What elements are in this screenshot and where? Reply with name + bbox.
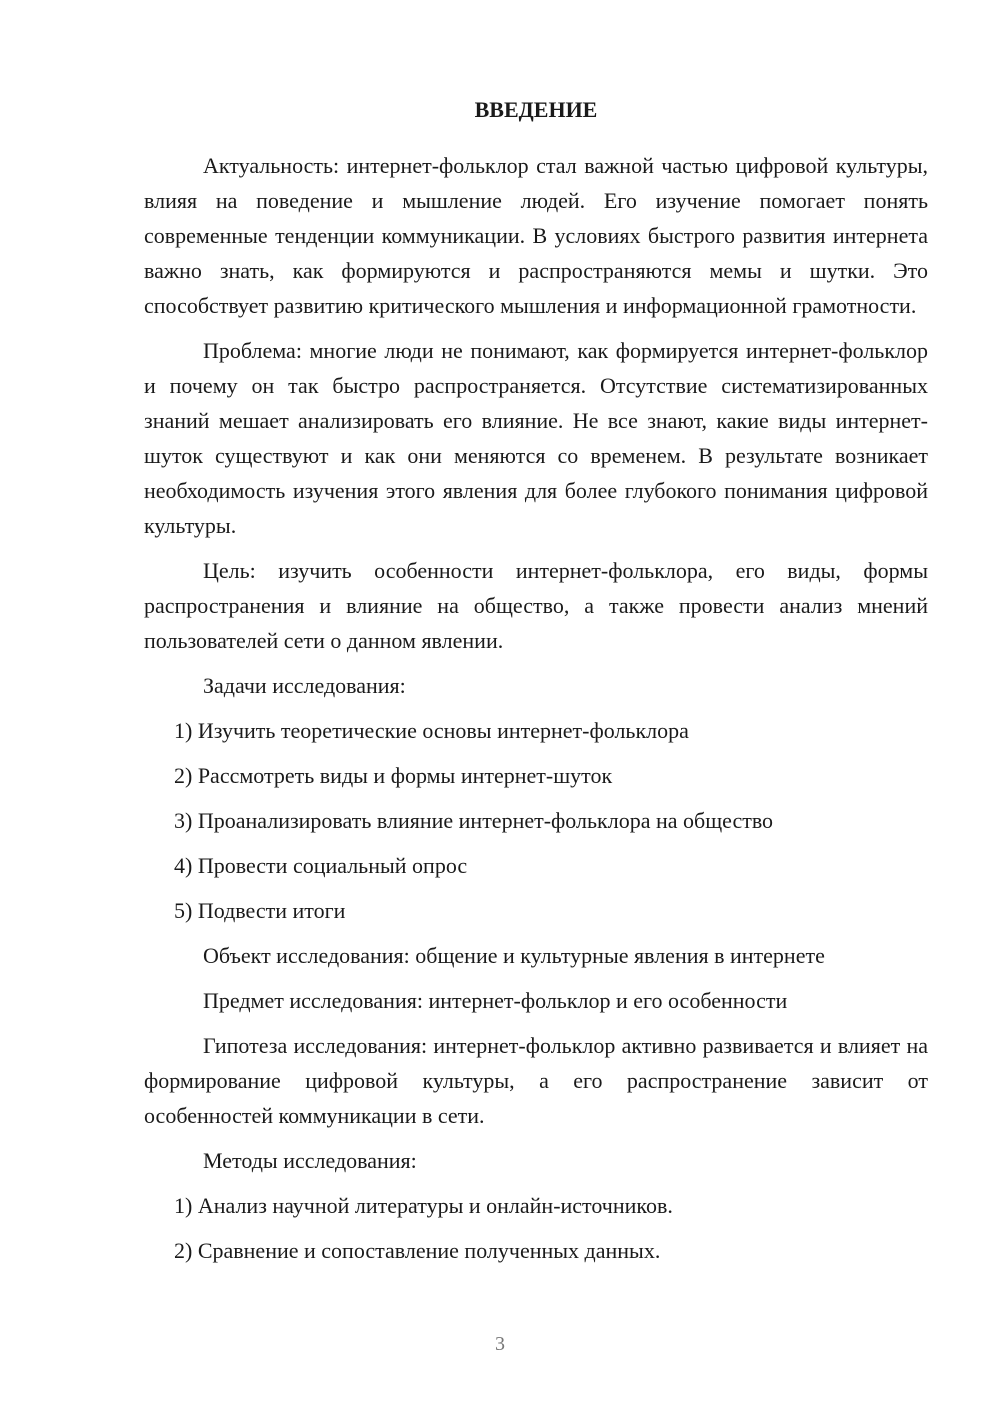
document-page xyxy=(144,92,928,1278)
subject-line: Предмет исследования: интернет-фольклор и его особенности xyxy=(203,988,788,1013)
relevance-paragraph: Актуальность: интернет-фольклор стал важной частью цифровой культуры, влияя на поведение и мышление людей. Его изучение помогает понять современные тенденции коммуникации. В условиях быстрого развития интернета важно знать, как формируются и распространяются мемы и шутки. Это способствует развитию критического мышления и информационной грамотности. xyxy=(144,153,928,318)
list-item: 2) Сравнение и сопоставление полученных данных. xyxy=(174,1238,661,1263)
page-number: 3 xyxy=(495,1333,505,1355)
list-item: 5) Подвести итоги xyxy=(174,898,346,923)
tasks-heading: Задачи исследования: xyxy=(203,673,406,698)
tasks-list xyxy=(144,713,928,928)
problem-paragraph: Проблема: многие люди не понимают, как формируется интернет-фольклор и почему он так быстро распространяется. Отсутствие систематизированных знаний мешает анализировать его влияние. Не все знают, какие виды интернет-шуток существуют и как они меняются со временем. В результате возникает необходимость изучения этого явления для более глубокого понимания цифровой культуры. xyxy=(144,338,928,538)
hypothesis-paragraph: Гипотеза исследования: интернет-фольклор активно развивается и влияет на формирование цифровой культуры, а его распространение зависит от особенностей коммуникации в сети. xyxy=(144,1033,928,1128)
list-item: 2) Рассмотреть виды и формы интернет-шуток xyxy=(174,763,613,788)
goal-paragraph: Цель: изучить особенности интернет-фольклора, его виды, формы распространения и влияние на общество, а также провести анализ мнений пользователей сети о данном явлении. xyxy=(144,558,928,653)
object-line: Объект исследования: общение и культурные явления в интернете xyxy=(203,943,825,968)
list-item: 1) Анализ научной литературы и онлайн-источников. xyxy=(174,1193,673,1218)
list-item: 3) Проанализировать влияние интернет-фольклора на общество xyxy=(174,808,774,833)
list-item: 1) Изучить теоретические основы интернет-фольклора xyxy=(174,718,689,743)
methods-heading: Методы исследования: xyxy=(203,1148,417,1173)
methods-list xyxy=(144,1188,928,1268)
page-title: ВВЕДЕНИЕ xyxy=(474,97,598,122)
list-item: 4) Провести социальный опрос xyxy=(174,853,468,878)
